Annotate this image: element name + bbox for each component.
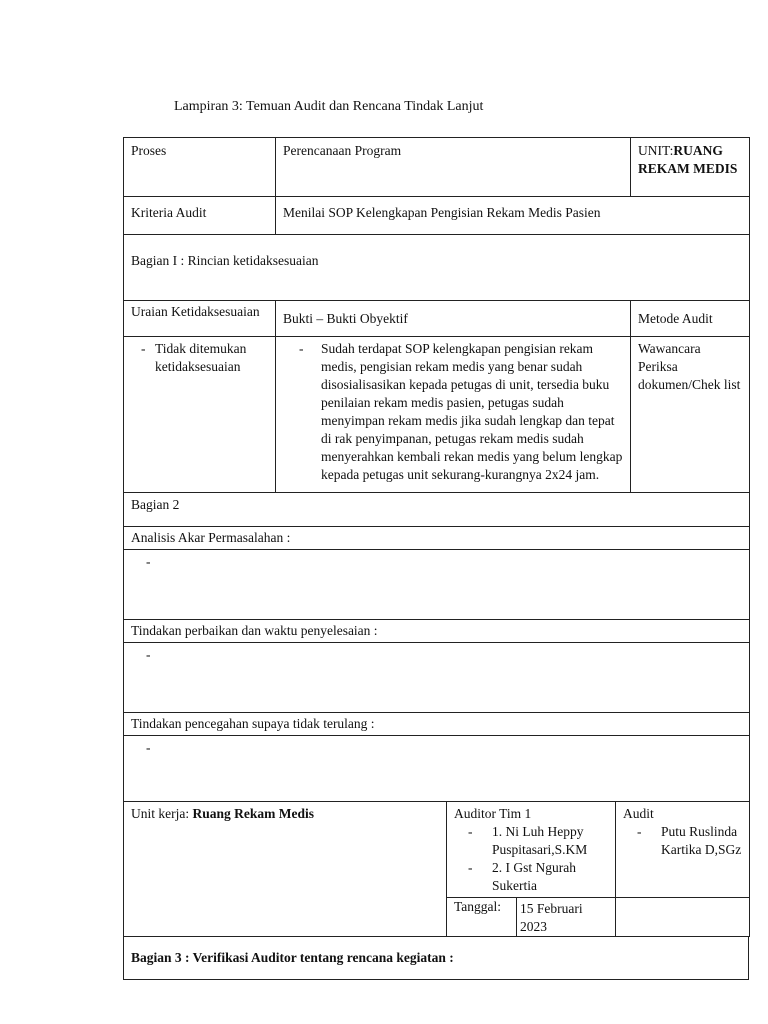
pencegahan-label-row xyxy=(124,713,750,736)
page-title: Lampiran 3: Temuan Audit dan Rencana Tindak Lanjut xyxy=(174,99,484,114)
list-item xyxy=(454,859,609,895)
dash: - xyxy=(141,341,146,356)
audit-form xyxy=(123,137,749,980)
bukti-text: Sudah terdapat SOP kelengkapan pengisian rekam medis, pengisian rekam medis yang benar sudah disosialisasikan kepada petugas di unit, tersedia buku penilaian rekam medis pasien, petugas sudah menyimpan rekam medis jika sudah lengkap dan tepat di rak penyimpanan, petugas rekam medis sudah menyerahkan kembali rekan medis yang belum lengkap kepada petugas unit sekurang-kurangnya 2x24 jam. xyxy=(321,341,623,482)
unit-cell xyxy=(631,138,750,197)
audit-title: Audit xyxy=(623,806,654,821)
perbaikan-value-row xyxy=(124,643,750,713)
analisis-label: Analisis Akar Permasalahan : xyxy=(124,527,750,550)
kriteria-label: Kriteria Audit xyxy=(124,197,276,235)
uraian-cell xyxy=(124,337,276,493)
dash: - xyxy=(468,824,473,839)
bagian1-row xyxy=(124,235,750,301)
perbaikan-value: - xyxy=(124,643,750,713)
analisis-value: - xyxy=(124,550,750,620)
kriteria-value: Menilai SOP Kelengkapan Pengisian Rekam Medis Pasien xyxy=(276,197,750,235)
audit-table xyxy=(123,137,750,802)
bagian2-row xyxy=(124,493,750,527)
list-item xyxy=(283,340,624,484)
footer-row xyxy=(124,802,750,898)
footer-table xyxy=(123,801,750,937)
audit-name: Putu Ruslinda Kartika D,SGz xyxy=(661,824,742,857)
bagian1-header-row xyxy=(124,301,750,337)
perbaikan-label: Tindakan perbaikan dan waktu penyelesaian : xyxy=(124,620,750,643)
pencegahan-label: Tindakan pencegahan supaya tidak terulang : xyxy=(124,713,750,736)
tanggal-label: Tanggal: xyxy=(447,898,517,937)
unit-kerja-cell xyxy=(124,802,447,937)
pencegahan-value: - xyxy=(124,736,750,802)
dash: - xyxy=(468,860,473,875)
pencegahan-value-row xyxy=(124,736,750,802)
bagian3-row xyxy=(124,937,749,980)
analisis-value-row xyxy=(124,550,750,620)
list-item xyxy=(131,340,269,376)
analisis-label-row xyxy=(124,527,750,550)
list-item xyxy=(623,823,749,859)
auditor-title: Auditor Tim 1 xyxy=(454,806,532,821)
bagian1-body-row xyxy=(124,337,750,493)
unit-value: RUANG REKAM MEDIS xyxy=(638,143,738,176)
dash: - xyxy=(299,341,304,356)
unit-prefix: UNIT: xyxy=(638,143,674,158)
bagian2-title: Bagian 2 xyxy=(124,493,750,527)
list-item xyxy=(454,823,609,859)
bagian3-title: Bagian 3 : Verifikasi Auditor tentang rencana kegiatan : xyxy=(124,937,749,980)
metode-cell: Wawancara Periksa dokumen/Chek list xyxy=(631,337,750,493)
dash: - xyxy=(637,824,642,839)
bagian3-table xyxy=(123,936,749,980)
col-metode: Metode Audit xyxy=(631,301,750,337)
auditor-cell xyxy=(447,802,616,898)
proses-value: Perencanaan Program xyxy=(276,138,631,197)
proses-row xyxy=(124,138,750,197)
perbaikan-label-row xyxy=(124,620,750,643)
unit-kerja-label: Unit kerja: xyxy=(131,806,193,821)
audit-cell xyxy=(616,802,750,898)
auditor-2: 2. I Gst Ngurah Sukertia xyxy=(492,860,576,893)
bukti-cell xyxy=(276,337,631,493)
proses-label: Proses xyxy=(124,138,276,197)
auditor-1: 1. Ni Luh Heppy Puspitasari,S.KM xyxy=(492,824,588,857)
col-bukti: Bukti – Bukti Obyektif xyxy=(276,301,631,337)
unit-kerja-value: Ruang Rekam Medis xyxy=(192,806,314,821)
uraian-text: Tidak ditemukan ketidaksesuaian xyxy=(155,341,247,374)
tanggal-value: 15 Februari 2023 xyxy=(517,898,616,937)
kriteria-row xyxy=(124,197,750,235)
bagian1-title: Bagian I : Rincian ketidaksesuaian xyxy=(124,235,750,301)
col-uraian: Uraian Ketidaksesuaian xyxy=(124,301,276,337)
tanggal-empty xyxy=(616,898,750,937)
